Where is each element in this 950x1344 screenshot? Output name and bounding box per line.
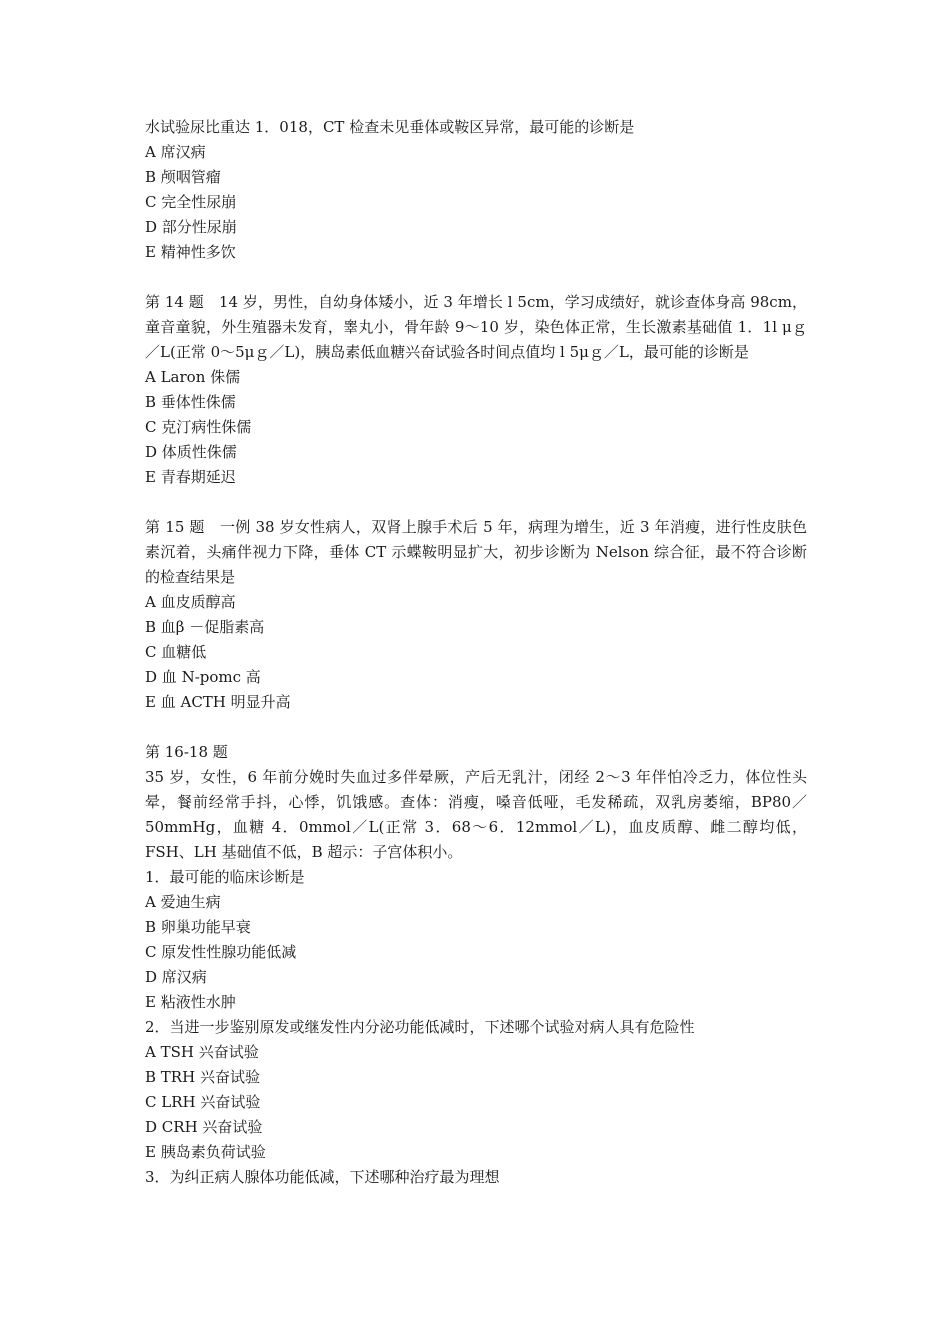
q17-option-b: B TRH 兴奋试验 — [145, 1068, 260, 1086]
q17-stem: 2．当进一步鉴别原发或继发性内分泌功能低减时，下述哪个试验对病人具有危险性 — [145, 1018, 695, 1036]
q15-option-e: E 血 ACTH 明显升高 — [145, 693, 291, 711]
q14-option-e: E 青春期延迟 — [145, 468, 236, 486]
q16-option-a: A 爱迪生病 — [145, 893, 221, 911]
q13-option-c: C 完全性尿崩 — [145, 193, 237, 211]
q16-stem: 1．最可能的临床诊断是 — [145, 868, 305, 886]
q16-option-b: B 卵巢功能早衰 — [145, 918, 251, 936]
q13-option-a: A 席汉病 — [145, 143, 206, 161]
q14-option-d: D 体质性侏儒 — [145, 443, 237, 461]
q18-stem: 3．为纠正病人腺体功能低减，下述哪种治疗最为理想 — [145, 1168, 500, 1186]
q16-option-e: E 粘液性水肿 — [145, 993, 236, 1011]
q16-18-case: 35 岁，女性，6 年前分娩时失血过多伴晕厥，产后无乳汁，闭经 2～3 年伴怕冷乏力，体位性头晕，餐前经常手抖，心悸，饥饿感。查体：消瘦，嗓音低哑，毛发稀疏，双乳房萎缩，BP80／50mmHg，血糖 4．0mmol／L(正常 3．68～6．12mmol／L)，血皮质醇、雌二醇均低，FSH、LH 基础值不低，B 超示：子宫体积小。 — [145, 768, 807, 861]
q13-option-d: D 部分性尿崩 — [145, 218, 237, 236]
q15-option-a: A 血皮质醇高 — [145, 593, 236, 611]
spacer — [145, 265, 807, 290]
q15-option-d: D 血 N-pomc 高 — [145, 668, 261, 686]
q15-option-b: B 血β －促脂素高 — [145, 618, 265, 636]
q17-option-a: A TSH 兴奋试验 — [145, 1043, 259, 1061]
q15-stem: 第 15 题 一例 38 岁女性病人，双肾上腺手术后 5 年，病理为增生，近 3 年消瘦，进行性皮肤色素沉着，头痛伴视力下降，垂体 CT 示蝶鞍明显扩大，初步诊断为 Nelson 综合征，最不符合诊断的检查结果是 — [145, 518, 807, 586]
q15-option-c: C 血糖低 — [145, 643, 207, 661]
q17-option-e: E 胰岛素负荷试验 — [145, 1143, 266, 1161]
q14-option-b: B 垂体性侏儒 — [145, 393, 236, 411]
q14-option-c: C 克汀病性侏儒 — [145, 418, 252, 436]
q16-option-d: D 席汉病 — [145, 968, 207, 986]
q17-option-c: C LRH 兴奋试验 — [145, 1093, 261, 1111]
q14-stem: 第 14 题 14 岁，男性，自幼身体矮小，近 3 年增长 l 5cm，学习成绩好，就诊查体身高 98cm，童音童貌，外生殖器未发育，睾丸小，骨年龄 9～10 岁，染色体正常，生长激素基础值 1．1l μｇ／L(正常 0～5μｇ／L)，胰岛素低血糖兴奋试验各时间点值均 l 5μｇ／L，最可能的诊断是 — [145, 293, 807, 361]
q13-stem: 水试验尿比重达 1．018，CT 检查未见垂体或鞍区异常，最可能的诊断是 — [145, 118, 635, 136]
q13-option-b: B 颅咽管瘤 — [145, 168, 221, 186]
spacer — [145, 490, 807, 515]
q16-18-header: 第 16-18 题 — [145, 743, 228, 761]
q14-option-a: A Laron 侏儒 — [145, 368, 241, 386]
spacer — [145, 715, 807, 740]
q17-option-d: D CRH 兴奋试验 — [145, 1118, 263, 1136]
document-page — [145, 115, 807, 1190]
q13-option-e: E 精神性多饮 — [145, 243, 236, 261]
q16-option-c: C 原发性性腺功能低减 — [145, 943, 297, 961]
